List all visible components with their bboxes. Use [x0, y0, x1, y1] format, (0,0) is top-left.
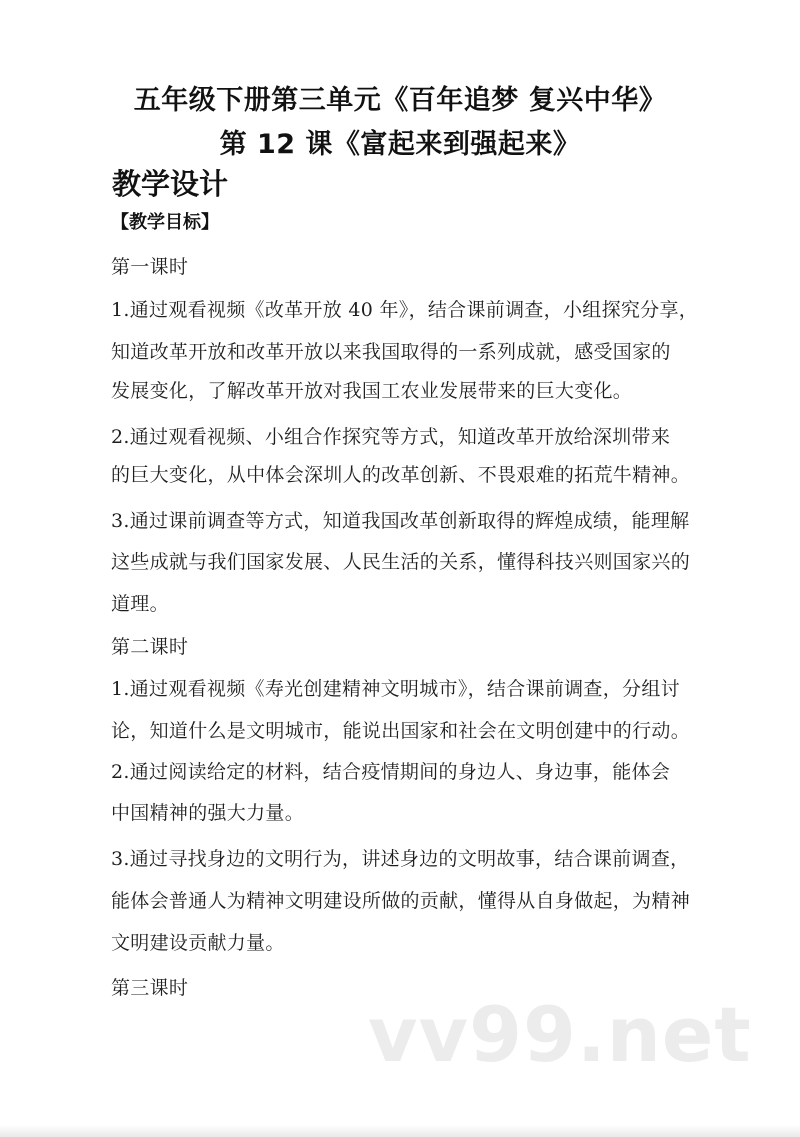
watermark: vv99.net: [368, 990, 752, 1079]
paragraph-line: 知道改革开放和改革开放以来我国取得的一系列成就，感受国家的: [111, 341, 671, 363]
paragraph-line: 发展变化，了解改革开放对我国工农业发展带来的巨大变化。: [111, 380, 633, 402]
title-line-2: 第 12 课《富起来到强起来》: [219, 129, 581, 160]
page-bottom-edge: [0, 1125, 800, 1137]
paragraph-line: 这些成就与我们国家发展、人民生活的关系，懂得科技兴则国家兴的: [111, 551, 691, 573]
paragraph-line: 中国精神的强大力量。: [111, 802, 305, 824]
paragraph-line: 1.通过观看视频《寿光创建精神文明城市》，结合课前调查，分组讨: [111, 678, 680, 700]
lesson-label: 第二课时: [111, 636, 189, 658]
section-heading: 教学设计: [112, 167, 229, 201]
paragraph-line: 2.通过阅读给定的材料，结合疫情期间的身边人、身边事，能体会: [111, 761, 671, 783]
lesson-label: 第一课时: [111, 256, 189, 278]
paragraph-line: 文明建设贡献力量。: [111, 932, 285, 954]
lesson-label: 第三课时: [111, 977, 189, 999]
paragraph-line: 3.通过寻找身边的文明行为，讲述身边的文明故事，结合课前调查，: [111, 848, 690, 870]
paragraph-line: 2.通过观看视频、小组合作探究等方式，知道改革开放给深圳带来: [111, 426, 671, 448]
title-line-1: 五年级下册第三单元《百年追梦 复兴中华》: [133, 85, 667, 116]
paragraph-line: 道理。: [111, 593, 169, 615]
paragraph-line: 能体会普通人为精神文明建设所做的贡献，懂得从自身做起，为精神: [111, 890, 691, 912]
paragraph-line: 的巨大变化，从中体会深圳人的改革创新、不畏艰难的拓荒牛精神。: [111, 464, 691, 486]
paragraph-line: 论，知道什么是文明城市，能说出国家和社会在文明创建中的行动。: [111, 720, 691, 742]
paragraph-line: 1.通过观看视频《改革开放 40 年》，结合课前调查，小组探究分享，: [111, 299, 699, 321]
paragraph-line: 3.通过课前调查等方式，知道我国改革创新取得的辉煌成绩，能理解: [111, 510, 690, 532]
objectives-label: 【教学目标】: [111, 212, 219, 233]
